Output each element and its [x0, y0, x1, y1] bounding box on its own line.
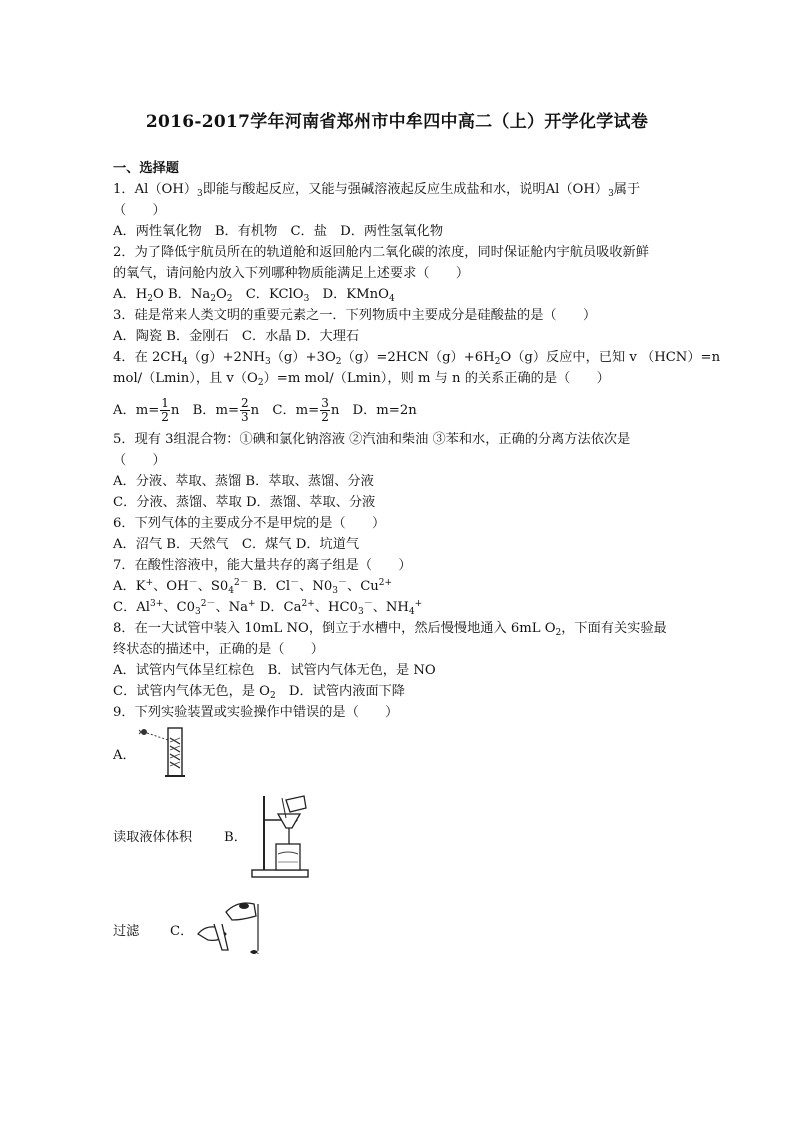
question-1-blank: （ ） [113, 203, 166, 218]
question-4-options: A．m= $\frac{1}{2}$ n B．m= $\frac{2}{3}$ n C．m= $\frac{3}{2}$ n D．m=2n [113, 396, 417, 424]
page-title: 2016-2017学年河南省郑州市中牟四中高二（上）开学化学试卷 [145, 112, 649, 132]
section-heading: 一、选择题 [113, 161, 179, 176]
fraction-3-2: $\frac{3}{2}$ [321, 396, 329, 424]
option-b-label: B． [224, 830, 247, 845]
question-2-options: A．$H_2O$ B．$Na_2O_2$ C．KClO$_3$ D．KMnO$_4$ [113, 287, 395, 304]
question-3: 3．硅是常来人类文明的重要元素之一．下列物质中主要成分是硅酸盐的是（ ） [113, 308, 597, 323]
question-8-options-cd: C．试管内气体无色，是 $O_2$ D．试管内液面下降 [113, 684, 405, 701]
question-3-options: A．陶瓷 B．金刚石 C．水晶 D．大理石 [113, 329, 360, 344]
question-4-line2: mol/（Lmin），且 $v(O_2)=m$ mol/（Lmin），则 m 与 n 的关系正确的是（ ） [113, 371, 610, 388]
question-6: 6．下列气体的主要成分不是甲烷的是（ ） [113, 516, 386, 531]
dropper-test-tube-figure [192, 894, 266, 960]
question-7: 7．在酸性溶液中，能大量共存的离子组是（ ） [113, 558, 412, 573]
option-b-caption: 过滤 [113, 924, 140, 939]
question-8-line2: 终状态的描述中，正确的是（ ） [113, 642, 324, 657]
option-a-label: A． [113, 748, 136, 763]
question-9: 9．下列实验装置或实验操作中错误的是（ ） [113, 705, 399, 720]
question-6-options: A．沼气 B．天然气 C．煤气 D．坑道气 [113, 537, 360, 552]
question-2: 2．为了降低宇航员所在的轨道舱和返回舱内二氧化碳的浓度，同时保证舱内宇航员吸收新鲜 [113, 245, 649, 260]
question-1-options: A．两性氧化物 B．有机物 C．盐 D．两性氢氧化物 [113, 224, 444, 239]
question-2-line2: 的氧气，请问舱内放入下列哪种物质能满足上述要求（ ） [113, 266, 470, 281]
question-8: 8．在一大试管中装入 10mL NO，倒立于水槽中，然后慢慢地通入 6mL $O_2$，下面有关实验最 [113, 621, 667, 638]
question-5-blank: （ ） [113, 453, 166, 468]
question-8-options-ab: A．试管内气体呈红棕色 B．试管内气体无色，是 NO [113, 663, 436, 678]
question-7-options-ab: A．K+、OH－、$S0_4^{2-}$ B．Cl－、$N0_3^-$、$Cu^{2+}$ [113, 578, 393, 596]
cylinder-reading-figure [138, 726, 188, 780]
question-5: 5．现有 3组混合物：①碘和氯化钠溶液 ②汽油和柴油 ③苯和水，正确的分离方法依次是 [113, 432, 631, 447]
question-4: 4．在 $2CH_4(g)+2NH_3(g)+3O_2(g)=2HCN(g)+6H_2O(g)$反应中，已知 v （HCN）=n [113, 350, 721, 367]
fraction-1-2: $\frac{1}{2}$ [161, 396, 169, 424]
option-c-label: C． [170, 924, 194, 939]
filtration-apparatus-figure [248, 790, 312, 880]
question-5-options-cd: C．分液、蒸馏、萃取 D．蒸馏、萃取、分液 [113, 495, 376, 510]
option-a-caption: 读取液体体积 [113, 830, 193, 845]
fraction-2-3: $\frac{2}{3}$ [241, 396, 249, 424]
question-1: 1．$Al(OH)_3$即能与酸起反应，又能与强碱溶液起反应生成盐和水，说明$Al(OH)_3$属于 [113, 182, 641, 199]
question-7-options-cd: C．$Al^{3+}$、$C0_3^{2-}$、Na+ D．$Ca^{2+}$、$HC0_3^-$、$NH_4^+$ [113, 599, 423, 617]
question-5-options-ab: A．分液、萃取、蒸馏 B．萃取、蒸馏、分液 [113, 474, 374, 489]
